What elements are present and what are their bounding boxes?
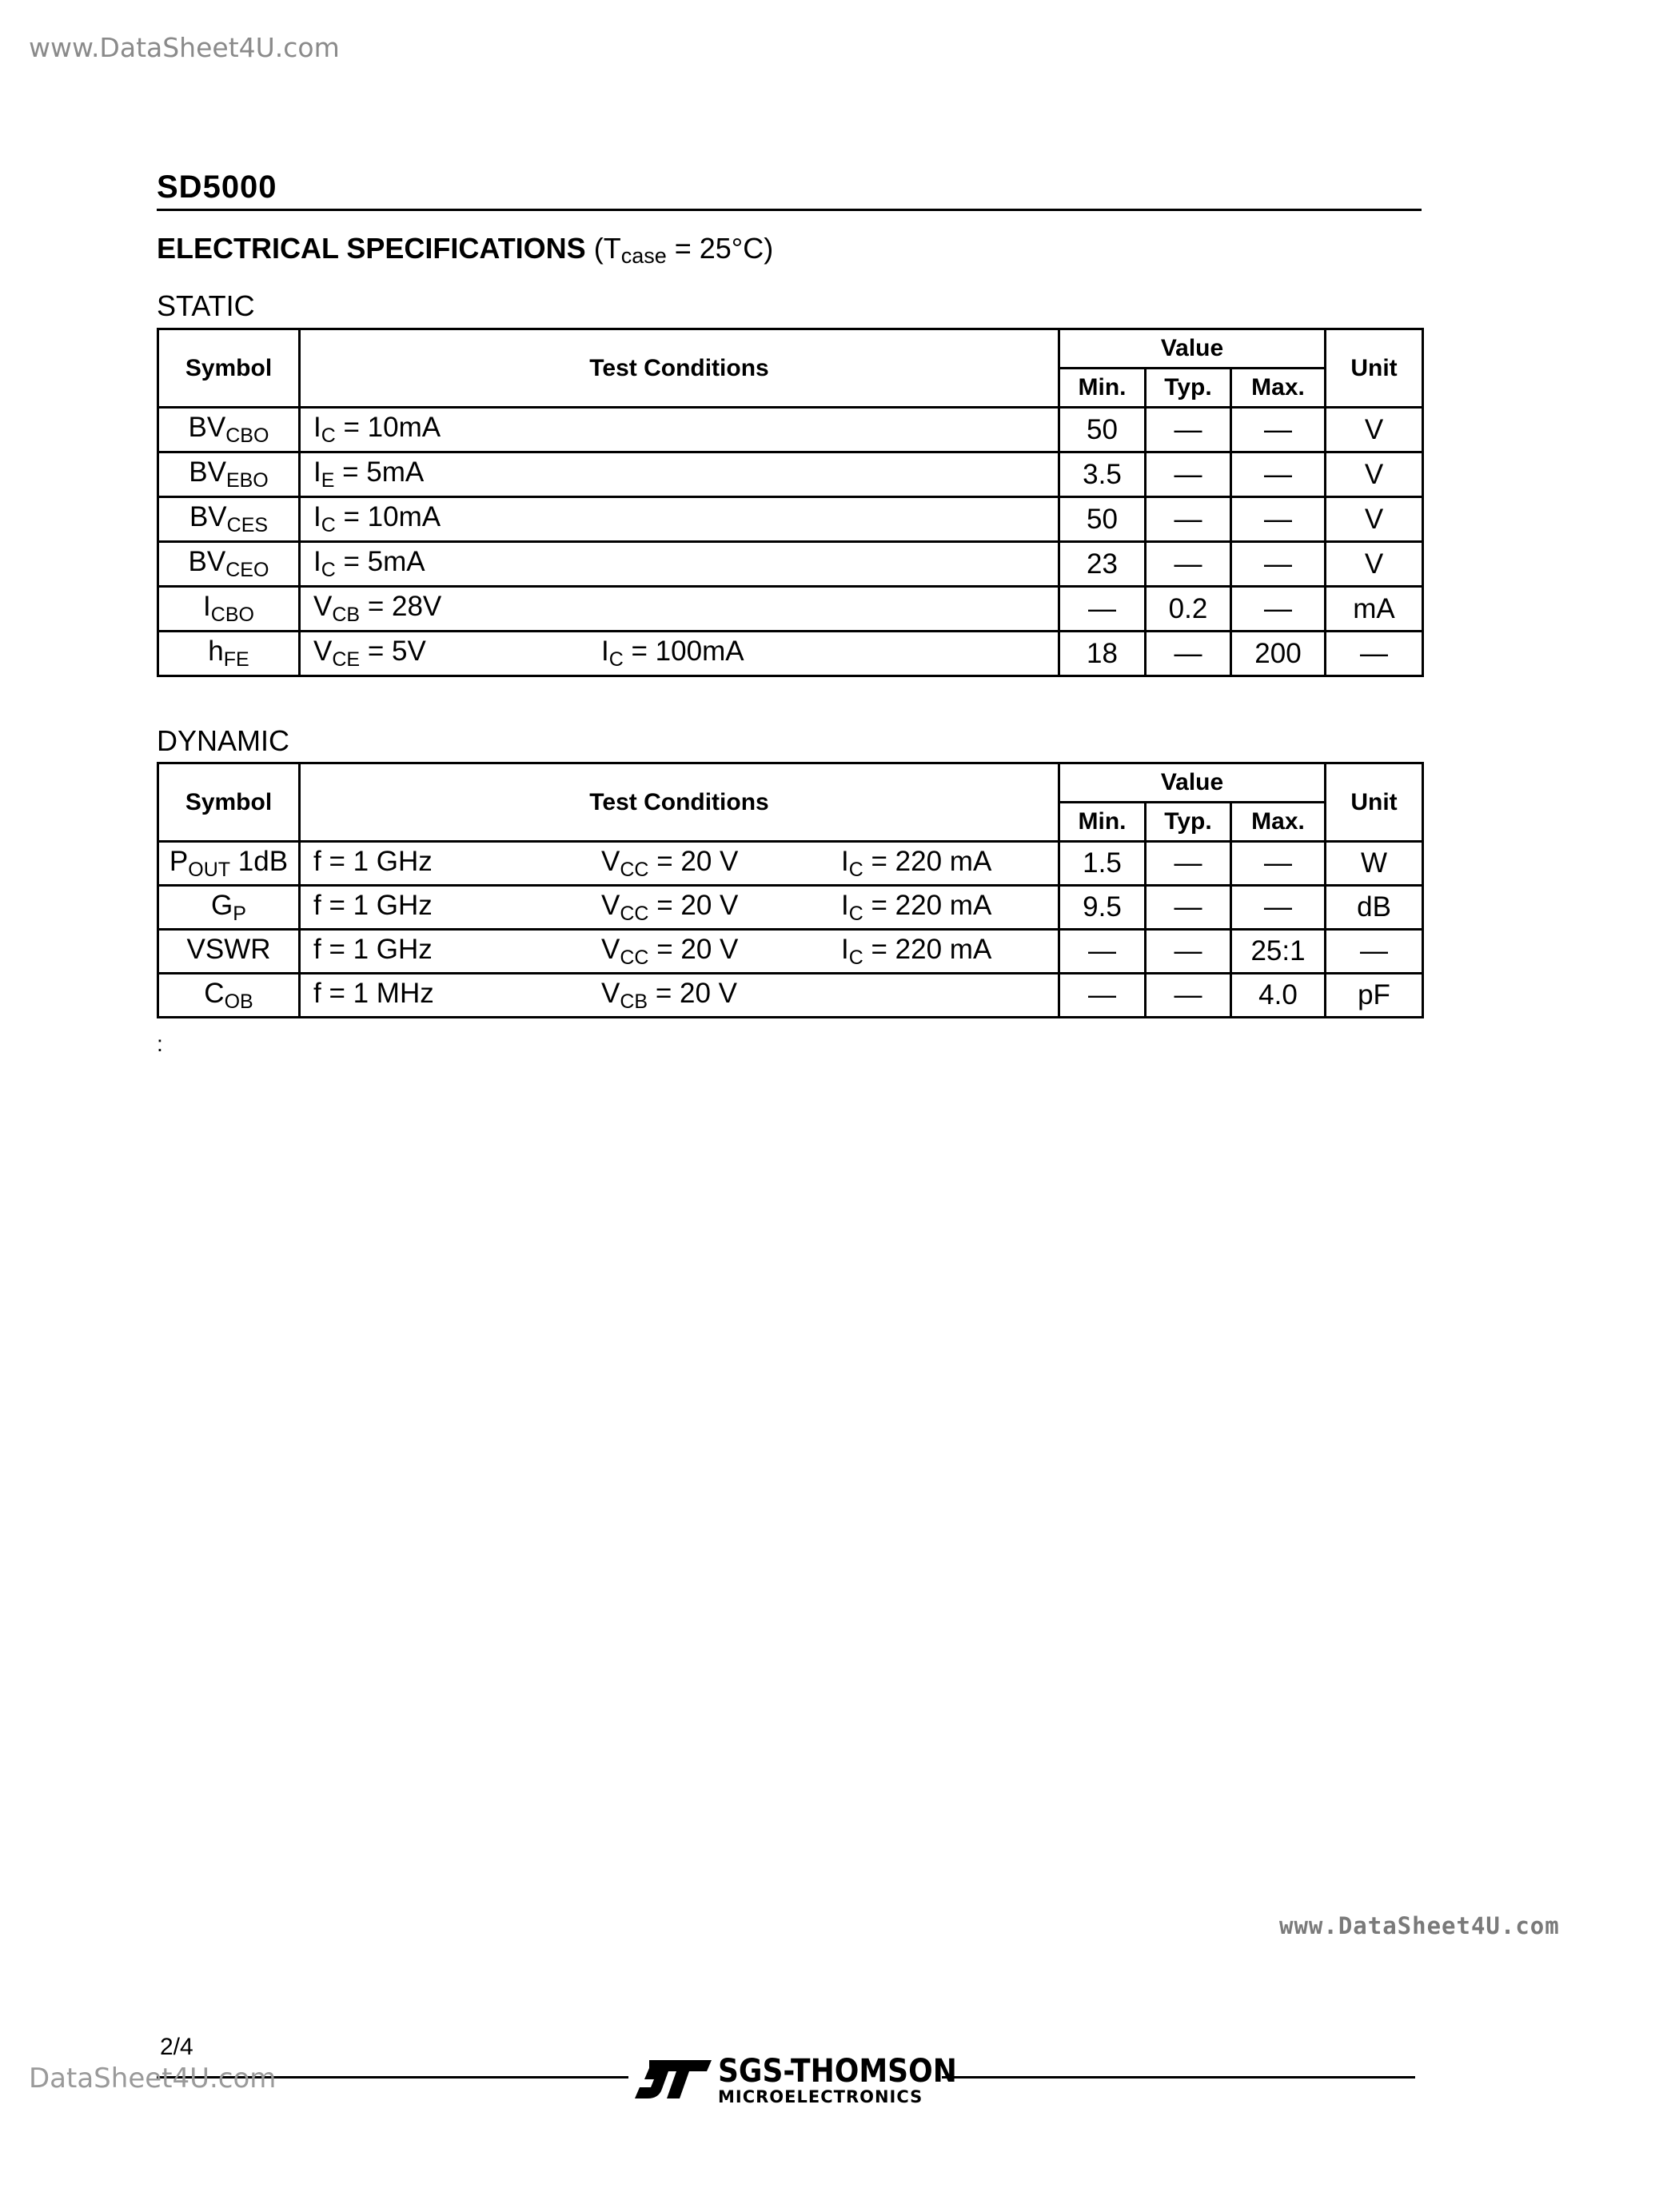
max-cell: — <box>1231 842 1326 886</box>
condition-frequency: f = 1 GHz <box>313 845 433 877</box>
unit-cell: V <box>1326 452 1423 497</box>
static-row <box>158 497 1423 542</box>
unit-cell: pF <box>1326 974 1423 1018</box>
condition-1: $I_C = 10mA$ <box>313 412 441 447</box>
typ-cell: — <box>1146 452 1231 497</box>
min-cell: 50 <box>1059 497 1146 542</box>
symbol-cell: $BV_{CES}$ <box>158 497 300 542</box>
watermark-bottom: DataSheet4U.com <box>29 2063 277 2094</box>
max-cell: — <box>1231 408 1326 452</box>
typ-cell: — <box>1146 886 1231 930</box>
symbol-cell: $G_P$ <box>158 886 300 930</box>
condition-frequency: f = 1 GHz <box>313 933 433 965</box>
condition-voltage: $V_{CB} = 20$ V <box>601 977 737 1013</box>
symbol-cell: $BV_{EBO}$ <box>158 452 300 497</box>
static-row <box>158 587 1423 632</box>
min-cell: — <box>1059 930 1146 974</box>
symbol-cell: $h_{FE}$ <box>158 632 300 676</box>
unit-cell: dB <box>1326 886 1423 930</box>
unit-cell: V <box>1326 408 1423 452</box>
max-cell: — <box>1231 587 1326 632</box>
header-symbol: Symbol <box>158 763 300 842</box>
max-cell: — <box>1231 452 1326 497</box>
max-cell: — <box>1231 497 1326 542</box>
condition-cell <box>300 542 1059 587</box>
unit-cell: — <box>1326 632 1423 676</box>
header-unit: Unit <box>1326 329 1423 408</box>
header-test-conditions: Test Conditions <box>300 329 1059 408</box>
unit-cell: — <box>1326 930 1423 974</box>
symbol-cell: $P_{OUT}$ 1dB <box>158 842 300 886</box>
symbol-cell: $C_{OB}$ <box>158 974 300 1018</box>
max-cell: — <box>1231 542 1326 587</box>
max-cell: — <box>1231 886 1326 930</box>
condition-current: $I_C = 220$ mA <box>841 889 992 925</box>
condition-frequency: f = 1 GHz <box>313 889 433 921</box>
header-value: Value <box>1059 329 1326 369</box>
st-logo-icon <box>633 2057 713 2102</box>
symbol-cell: $BV_{CEO}$ <box>158 542 300 587</box>
static-table <box>157 328 1424 677</box>
typ-cell: — <box>1146 632 1231 676</box>
dynamic-row <box>158 886 1423 930</box>
header-typ: Typ. <box>1146 803 1231 842</box>
condition-cell <box>300 497 1059 542</box>
symbol-cell: $I_{CBO}$ <box>158 587 300 632</box>
symbol-cell: VSWR <box>158 930 300 974</box>
condition-cell <box>300 632 1059 676</box>
note-colon: : <box>157 1031 163 1056</box>
condition-1: $I_C = 5mA$ <box>313 546 425 581</box>
part-number: SD5000 <box>157 169 277 205</box>
condition-voltage: $V_{CC} = 20$ V <box>601 933 739 969</box>
section-heading: ELECTRICAL SPECIFICATIONS $(T_{case} = 25^\circ C)$ <box>157 232 774 268</box>
static-row <box>158 452 1423 497</box>
footer-rule-right <box>942 2076 1415 2078</box>
condition-cell <box>300 842 1059 886</box>
header-test-conditions: Test Conditions <box>300 763 1059 842</box>
condition-cell <box>300 587 1059 632</box>
condition-cell <box>300 974 1059 1018</box>
condition-voltage: $V_{CC} = 20$ V <box>601 889 739 925</box>
dynamic-row <box>158 842 1423 886</box>
header-min: Min. <box>1059 369 1146 408</box>
typ-cell: 0.2 <box>1146 587 1231 632</box>
page-number: 2/4 <box>160 2034 193 2060</box>
typ-cell: — <box>1146 974 1231 1018</box>
condition-2: $I_C = 100mA$ <box>601 636 744 671</box>
min-cell: 3.5 <box>1059 452 1146 497</box>
dynamic-row <box>158 974 1423 1018</box>
unit-cell: W <box>1326 842 1423 886</box>
dynamic-table <box>157 762 1424 1018</box>
header-max: Max. <box>1231 369 1326 408</box>
max-cell: 4.0 <box>1231 974 1326 1018</box>
condition-cell <box>300 930 1059 974</box>
typ-cell: — <box>1146 842 1231 886</box>
unit-cell: V <box>1326 497 1423 542</box>
min-cell: — <box>1059 587 1146 632</box>
header-symbol: Symbol <box>158 329 300 408</box>
condition-1: $I_C = 10mA$ <box>313 501 441 536</box>
condition-voltage: $V_{CC} = 20$ V <box>601 845 739 881</box>
min-cell: 9.5 <box>1059 886 1146 930</box>
condition-1: $V_{CE} = 5V$ <box>313 636 426 671</box>
min-cell: 1.5 <box>1059 842 1146 886</box>
header-rule <box>157 209 1422 211</box>
condition-current: $I_C = 220$ mA <box>841 933 992 969</box>
condition-1: $I_E = 5mA$ <box>313 456 425 492</box>
header-max: Max. <box>1231 803 1326 842</box>
max-cell: 200 <box>1231 632 1326 676</box>
typ-cell: — <box>1146 497 1231 542</box>
header-typ: Typ. <box>1146 369 1231 408</box>
max-cell: 25:1 <box>1231 930 1326 974</box>
dynamic-row <box>158 930 1423 974</box>
header-min: Min. <box>1059 803 1146 842</box>
condition-1: $V_{CB} = 28V$ <box>313 591 442 626</box>
watermark-middle: www.DataSheet4U.com <box>1279 1912 1560 1939</box>
header-value: Value <box>1059 763 1326 803</box>
typ-cell: — <box>1146 542 1231 587</box>
static-row <box>158 632 1423 676</box>
brand-name: SGS-THOMSON <box>718 2053 957 2090</box>
unit-cell: V <box>1326 542 1423 587</box>
static-label: STATIC <box>157 289 255 322</box>
condition-cell <box>300 408 1059 452</box>
condition-frequency: f = 1 MHz <box>313 977 434 1009</box>
min-cell: 50 <box>1059 408 1146 452</box>
header-unit: Unit <box>1326 763 1423 842</box>
condition-current: $I_C = 220$ mA <box>841 845 992 881</box>
typ-cell: — <box>1146 408 1231 452</box>
condition-cell <box>300 886 1059 930</box>
min-cell: 23 <box>1059 542 1146 587</box>
watermark-top: www.DataSheet4U.com <box>29 32 340 63</box>
min-cell: 18 <box>1059 632 1146 676</box>
condition-cell <box>300 452 1059 497</box>
dynamic-label: DYNAMIC <box>157 724 290 757</box>
unit-cell: mA <box>1326 587 1423 632</box>
brand-subtitle: MICROELECTRONICS <box>718 2087 923 2106</box>
typ-cell: — <box>1146 930 1231 974</box>
min-cell: — <box>1059 974 1146 1018</box>
symbol-cell: $BV_{CBO}$ <box>158 408 300 452</box>
static-row <box>158 542 1423 587</box>
static-row <box>158 408 1423 452</box>
